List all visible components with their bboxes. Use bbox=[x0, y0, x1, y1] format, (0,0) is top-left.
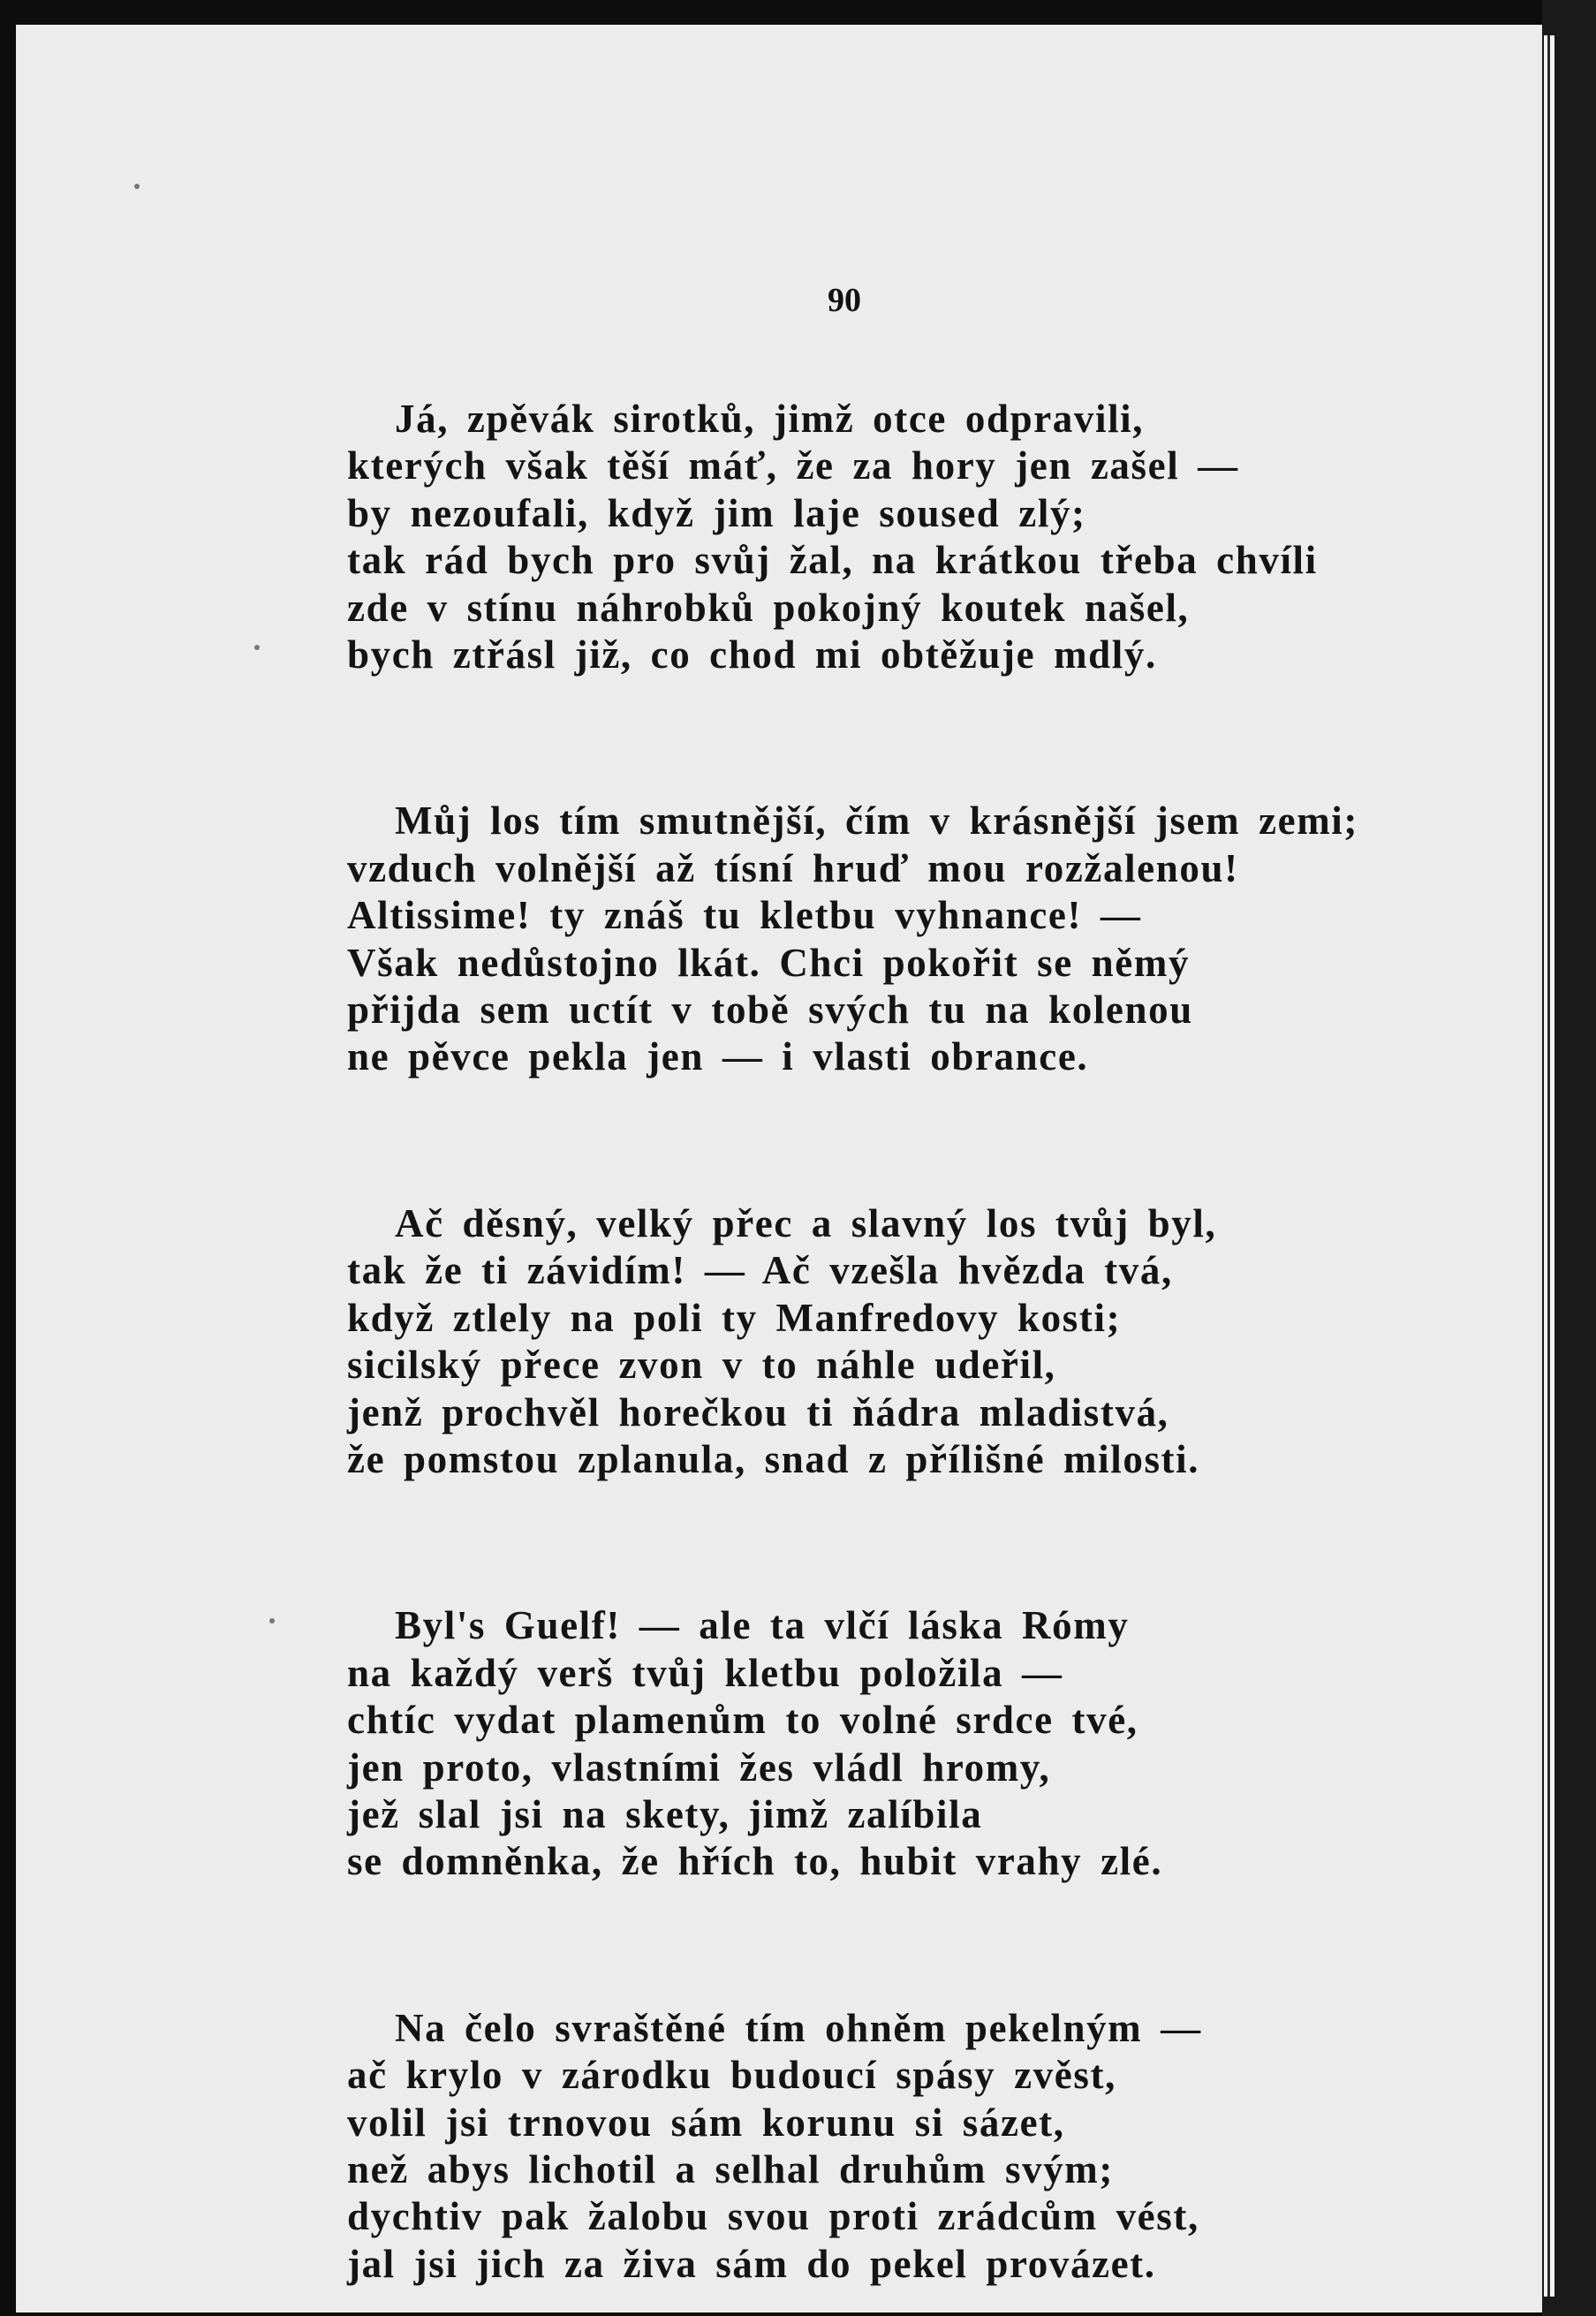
verse-line: Však nedůstojno lkát. Chci pokořit se němý bbox=[347, 940, 1191, 985]
verse-line: tak že ti závidím! — Ač vzešla hvězda tvá, bbox=[347, 1248, 1173, 1293]
verse-line: dychtiv pak žalobu svou proti zrádcům vést, bbox=[347, 2194, 1199, 2239]
verse-line: ač krylo v zárodku budoucí spásy zvěst, bbox=[347, 2053, 1116, 2098]
verse-line: sicilský přece zvon v to náhle udeřil, bbox=[347, 1343, 1056, 1388]
verse-line: Já, zpěvák sirotků, jimž otce odpravili, bbox=[395, 397, 1145, 441]
verse-line: na každý verš tvůj kletbu položila — bbox=[347, 1650, 1063, 1695]
verse-line: Byl's Guelf! — ale ta vlčí láska Rómy bbox=[395, 1603, 1130, 1648]
verse-line: ne pěvce pekla jen — i vlasti obrance. bbox=[347, 1034, 1089, 1079]
verse-line: než abys lichotil a selhal druhům svým; bbox=[347, 2146, 1114, 2191]
stanza bbox=[347, 798, 1513, 1080]
speck bbox=[269, 1618, 275, 1623]
page-number: 90 bbox=[828, 282, 861, 319]
verse-line: by nezoufali, když jim laje soused zlý; bbox=[347, 490, 1086, 535]
verse-line: jal jsi jich za živa sám do pekel provázet. bbox=[347, 2241, 1156, 2286]
verse-line: přijda sem uctít v tobě svých tu na kolenou bbox=[347, 988, 1193, 1033]
stanza bbox=[347, 396, 1513, 678]
verse-line: když ztlely na poli ty Manfredovy kosti; bbox=[347, 1295, 1122, 1340]
poem bbox=[347, 396, 1513, 2316]
verse-line: že pomstou zplanula, snad z přílišné milosti. bbox=[347, 1436, 1200, 1481]
stanza bbox=[347, 1200, 1513, 1483]
verse-line: Altissime! ty znáš tu kletbu vyhnance! — bbox=[347, 893, 1142, 938]
verse-line: chtíc vydat plamenům to volné srdce tvé, bbox=[347, 1698, 1138, 1743]
verse-line: Ač děsný, velký přec a slavný los tvůj byl, bbox=[395, 1200, 1217, 1245]
verse-line: volil jsi trnovou sám korunu si sázet, bbox=[347, 2100, 1065, 2145]
verse-line: jež slal jsi na skety, jimž zalíbila bbox=[347, 1791, 983, 1836]
verse-line: tak rád bych pro svůj žal, na krátkou třeba chvíli bbox=[347, 538, 1318, 583]
verse-line: jen proto, vlastními žes vládl hromy, bbox=[347, 1745, 1051, 1790]
verse-line: se domněnka, že hřích to, hubit vrahy zlé. bbox=[347, 1839, 1163, 1884]
verse-line: vzduch volnější až tísní hruď mou rozžalenou! bbox=[347, 845, 1239, 890]
margin-rule bbox=[1547, 35, 1550, 2297]
stanza bbox=[347, 1602, 1513, 1885]
verse-line: zde v stínu náhrobků pokojný koutek našel, bbox=[347, 585, 1190, 630]
verse-line: Na čelo svraštěné tím ohněm pekelným — bbox=[395, 2005, 1202, 2050]
verse-line: Můj los tím smutnější, čím v krásnější jsem zemi; bbox=[395, 798, 1358, 844]
verse-line: bych ztřásl již, co chod mi obtěžuje mdlý. bbox=[347, 632, 1157, 677]
verse-line: kterých však těší máť, že za hory jen zašel — bbox=[347, 443, 1239, 488]
verse-line: jenž prochvěl horečkou ti ňádra mladistvá, bbox=[347, 1389, 1169, 1434]
speck bbox=[134, 184, 140, 189]
stanza bbox=[347, 2005, 1513, 2288]
speck bbox=[254, 645, 260, 650]
